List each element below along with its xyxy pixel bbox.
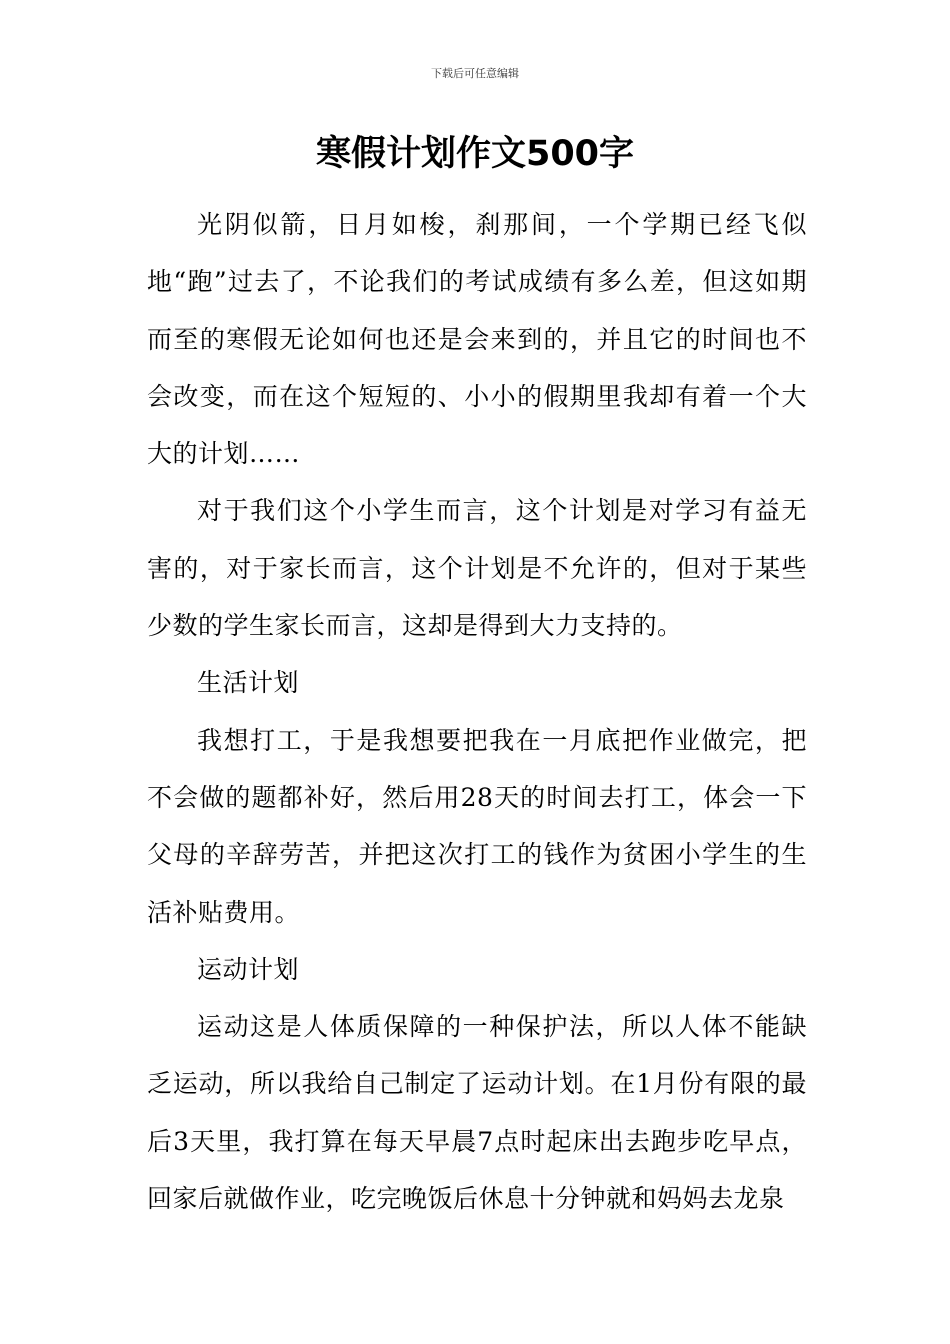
section-heading-exercise-plan: 运动计划	[197, 954, 300, 984]
header-note: 下载后可任意编辑	[431, 67, 519, 80]
paragraph-plan-overview: 对于我们这个小学生而言，这个计划是对学习有益无害的，对于家长而言，这个计划是不允许的，但对于某些少数的学生家长而言，这却是得到大力支持的。	[147, 496, 807, 641]
document-title: 寒假计划作文500字	[315, 134, 635, 174]
paragraph-life-plan: 我想打工，于是我想要把我在一月底把作业做完，把不会做的题都补好，然后用28天的时间去打工，体会一下父母的辛辞劳苦，并把这次打工的钱作为贫困小学生的生活补贴费用。	[147, 725, 807, 927]
paragraph-intro: 光阴似箭，日月如梭，刹那间，一个学期已经飞似地“跑”过去了，不论我们的考试成绩有多么差，但这如期而至的寒假无论如何也还是会来到的，并且它的时间也不会改变，而在这个短短的、小小的假期里我却有着一个大大的计划……	[147, 210, 807, 469]
document-body	[147, 196, 807, 1227]
section-heading-life-plan: 生活计划	[197, 668, 300, 698]
paragraph-exercise-plan: 运动这是人体质保障的一种保护法，所以人体不能缺乏运动，所以我给自己制定了运动计划。在1月份有限的最后3天里，我打算在每天早晨7点时起床出去跑步吃早点，回家后就做作业，吃完晚饭后休息十分钟就和妈妈去龙泉	[147, 1012, 807, 1214]
